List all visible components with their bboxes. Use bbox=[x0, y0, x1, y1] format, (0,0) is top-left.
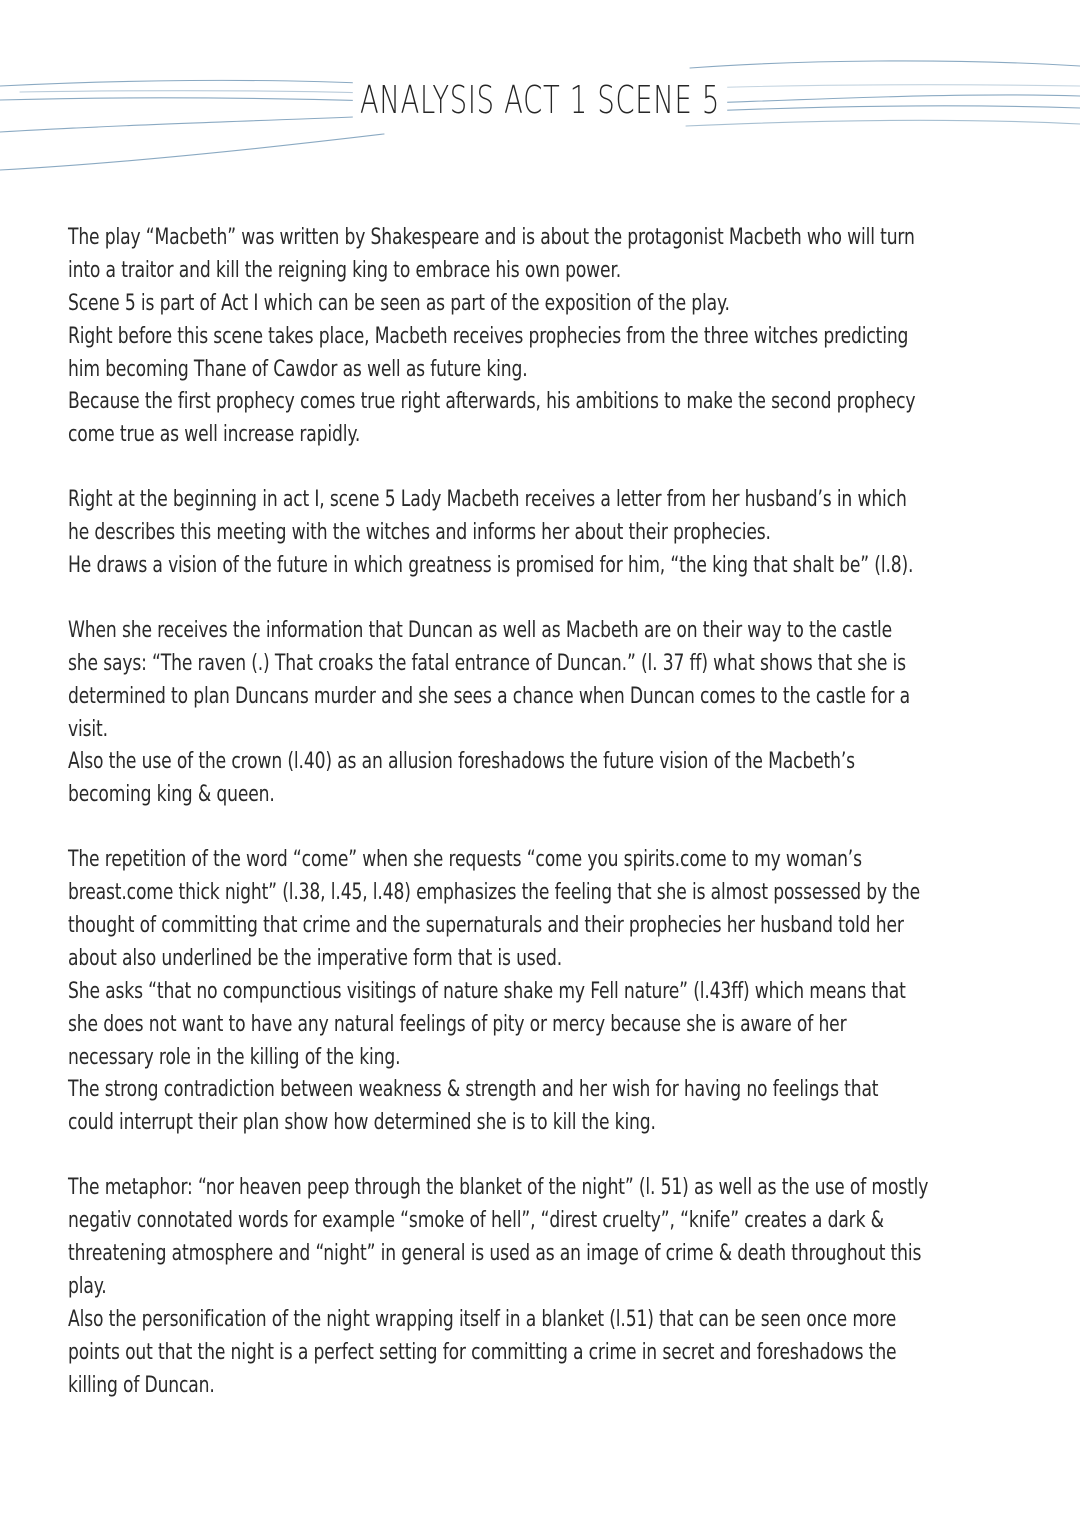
text-line: The metaphor: “nor heaven peep through the blanket of the night” (l. 51) as well as the use of mostly bbox=[68, 1175, 929, 1201]
text-line: visit. bbox=[68, 716, 108, 742]
text-line: into a traitor and kill the reigning king to embrace his own power. bbox=[68, 257, 622, 283]
text-line: necessary role in the killing of the king. bbox=[68, 1044, 401, 1070]
text-line: thought of committing that crime and the supernaturals and their prophecies her husband told her bbox=[68, 913, 904, 939]
text-line: him becoming Thane of Cawdor as well as future king. bbox=[68, 356, 528, 382]
page-title bbox=[151, 78, 929, 122]
text-line: about also underlined be the imperative form that is used. bbox=[68, 945, 563, 971]
text-line: Also the personification of the night wrapping itself in a blanket (l.51) that can be seen once more bbox=[68, 1306, 897, 1332]
text-line: He draws a vision of the future in which greatness is promised for him, “the king that shalt be” (l.8). bbox=[68, 553, 914, 579]
text-line: killing of Duncan. bbox=[68, 1372, 215, 1398]
text-line: threatening atmosphere and “night” in general is used as an image of crime & death throughout this bbox=[68, 1241, 922, 1267]
text-line: Because the first prophecy comes true right afterwards, his ambitions to make the second prophecy bbox=[68, 389, 916, 415]
text-line: points out that the night is a perfect setting for committing a crime in secret and foreshadows the bbox=[68, 1339, 897, 1365]
text-line: determined to plan Duncans murder and she sees a chance when Duncan comes to the castle for a bbox=[68, 683, 910, 709]
text-line: breast.come thick night” (l.38, l.45, l.48) emphasizes the feeling that she is almost possessed by the bbox=[68, 880, 920, 906]
text-line: could interrupt their plan show how determined she is to kill the king. bbox=[68, 1110, 656, 1136]
paragraph-2 bbox=[68, 484, 993, 583]
paragraph-1 bbox=[68, 222, 993, 452]
text-line: play. bbox=[68, 1273, 107, 1299]
text-line: Scene 5 is part of Act I which can be seen as part of the exposition of the play. bbox=[68, 290, 730, 316]
text-line: Right before this scene takes place, Macbeth receives prophecies from the three witches predicting bbox=[68, 323, 909, 349]
document-body bbox=[68, 222, 993, 1435]
text-line: The play “Macbeth” was written by Shakespeare and is about the protagonist Macbeth who will turn bbox=[68, 225, 915, 250]
text-line: she says: “The raven (.) That croaks the fatal entrance of Duncan.” (l. 37 ff) what shows that she is bbox=[68, 650, 906, 676]
page-header bbox=[0, 0, 1080, 200]
paragraph-4 bbox=[68, 844, 993, 1140]
text-line: he describes this meeting with the witches and informs her about their prophecies. bbox=[68, 520, 771, 546]
paragraph-3 bbox=[68, 615, 993, 812]
text-line: come true as well increase rapidly. bbox=[68, 422, 361, 448]
text-line: negativ connotated words for example “smoke of hell”, “direst cruelty”, “knife” creates a dark & bbox=[68, 1208, 884, 1234]
text-line: becoming king & queen. bbox=[68, 782, 275, 808]
text-line: She asks “that no compunctious visitings of nature shake my Fell nature” (l.43ff) which means that bbox=[68, 978, 906, 1004]
text-line: she does not want to have any natural feelings of pity or mercy because she is aware of her bbox=[68, 1011, 847, 1037]
text-line: Right at the beginning in act I, scene 5 Lady Macbeth receives a letter from her husband’s in which bbox=[68, 487, 907, 513]
text-line: When she receives the information that Duncan as well as Macbeth are on their way to the castle bbox=[68, 617, 893, 643]
text-line: The strong contradiction between weakness & strength and her wish for having no feelings that bbox=[68, 1077, 879, 1103]
text-line: Also the use of the crown (l.40) as an allusion foreshadows the future vision of the Macbeth’s bbox=[68, 749, 855, 775]
page-title-text: ANALYSIS ACT 1 SCENE 5 bbox=[353, 78, 727, 122]
paragraph-5 bbox=[68, 1172, 993, 1402]
text-line: The repetition of the word “come” when she requests “come you spirits.come to my woman’s bbox=[68, 847, 862, 873]
